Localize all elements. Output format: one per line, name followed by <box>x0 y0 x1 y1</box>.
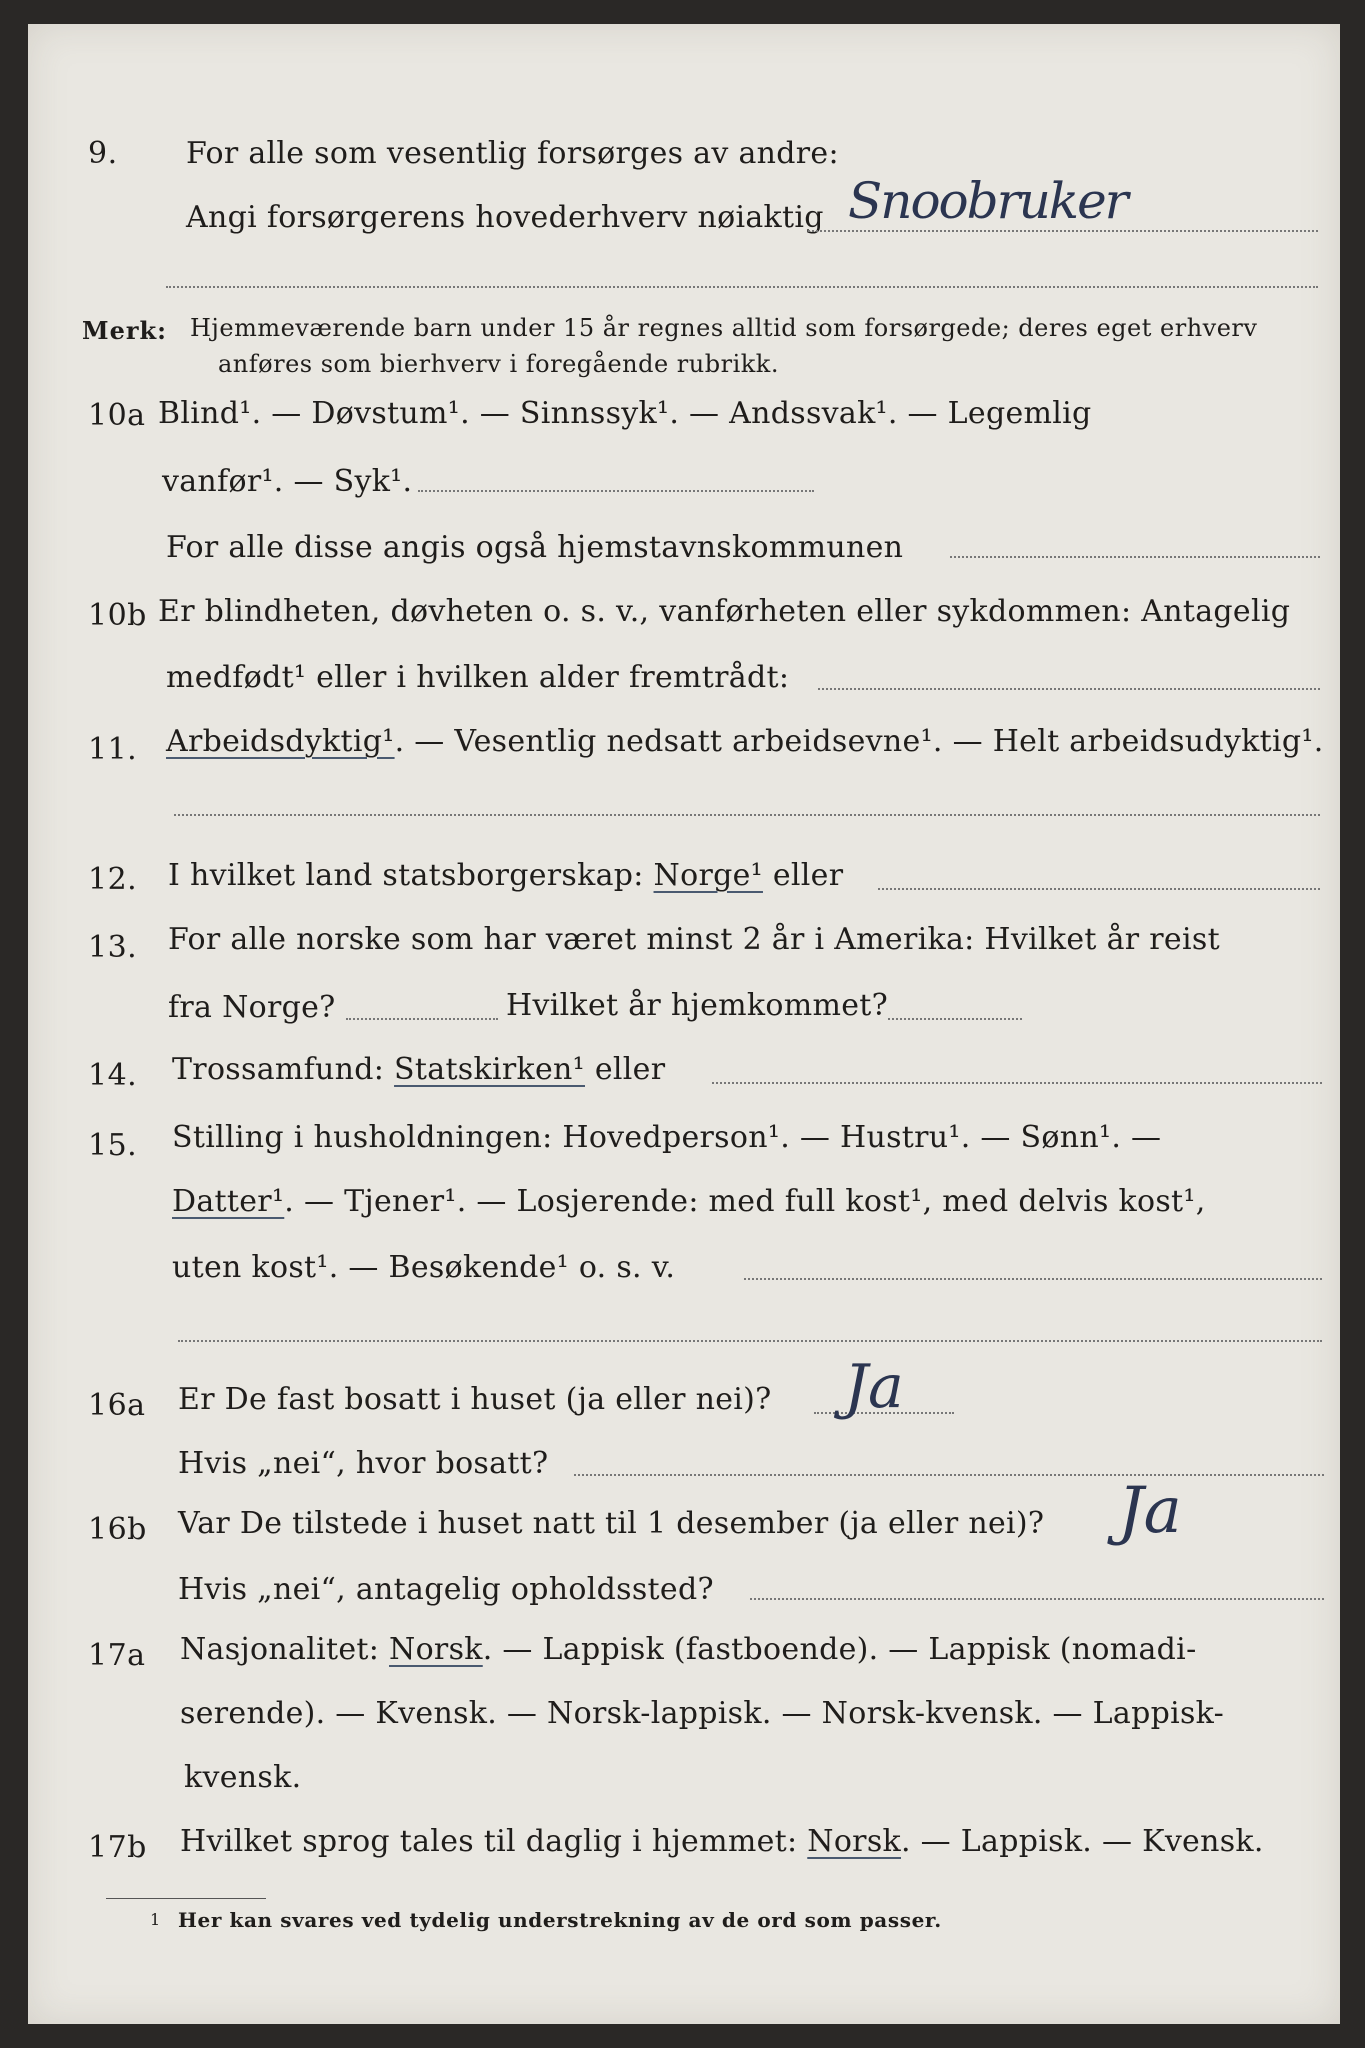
q10a-number: 10a <box>88 398 146 433</box>
q16b-line2: Hvis „nei“, antagelig opholdssted? <box>178 1572 714 1607</box>
q9-extra-line <box>166 286 1318 288</box>
q10a-syk-line <box>418 490 814 492</box>
q17a-line1-rest: . — Lappisk (fastboende). — Lappisk (nomadi- <box>482 1632 1197 1667</box>
q16a-line1: Er De fast bosatt i huset (ja eller nei)? <box>178 1382 772 1417</box>
merk-label: Merk: <box>82 316 167 345</box>
q17a-option-norsk[interactable]: Norsk <box>389 1632 483 1667</box>
q16b-handwritten-answer: Ja <box>1118 1474 1182 1548</box>
q15-extra-line <box>178 1340 1322 1342</box>
q17a-pre: Nasjonalitet: <box>180 1632 380 1667</box>
q17a-line1 <box>180 1632 1197 1667</box>
q13-number: 13. <box>88 930 138 965</box>
q17b-number: 17b <box>88 1830 147 1865</box>
q15-number: 15. <box>88 1128 138 1163</box>
q10a-line2: vanfør¹. — Syk¹. <box>162 464 413 499</box>
q11-extra-line <box>174 814 1320 816</box>
q16a-line2: Hvis „nei“, hvor bosatt? <box>178 1446 549 1481</box>
q9-line1: For alle som vesentlig forsørges av andre: <box>186 136 839 171</box>
q13-line2a: fra Norge? <box>168 990 336 1025</box>
census-form-sheet <box>28 24 1340 2024</box>
q12-option-norge[interactable]: Norge¹ <box>653 858 763 893</box>
q12-post: eller <box>772 858 844 893</box>
footnote-text: Her kan svares ved tydelig understrekning av de ord som passer. <box>178 1908 942 1932</box>
q14-text <box>172 1052 665 1087</box>
merk-line1: Hjemmeværende barn under 15 år regnes alltid som forsørgede; deres eget erhverv <box>190 314 1258 342</box>
q15-line2 <box>172 1184 1206 1219</box>
q17a-number: 17a <box>88 1638 146 1673</box>
q11-number: 11. <box>88 732 138 767</box>
q12-text <box>168 858 843 893</box>
footnote-rule <box>106 1898 266 1899</box>
q16a-handwritten-answer: Ja <box>844 1352 904 1422</box>
q14-option-statskirken[interactable]: Statskirken¹ <box>394 1052 585 1087</box>
q9-line2: Angi forsørgerens hovederhverv nøiaktig <box>186 200 824 235</box>
q9-answer-line <box>808 230 1318 232</box>
q14-answer-line <box>712 1082 1322 1084</box>
q15-option-datter[interactable]: Datter¹ <box>172 1184 285 1219</box>
q11-text <box>166 724 1324 759</box>
q12-pre: I hvilket land statsborgerskap: <box>168 858 644 893</box>
q17b-pre: Hvilket sprog tales til daglig i hjemmet: <box>180 1824 798 1859</box>
q10b-answer-line <box>818 688 1320 690</box>
q10a-line1: Blind¹. — Døvstum¹. — Sinnssyk¹. — Andssvak¹. — Legemlig <box>158 396 1092 431</box>
q9-handwritten-answer: Snoobruker <box>848 172 1127 230</box>
q12-answer-line <box>878 888 1320 890</box>
q17b-text <box>180 1824 1264 1859</box>
q16a-bosatt-line <box>574 1474 1324 1476</box>
q14-number: 14. <box>88 1058 138 1093</box>
footnote-mark: 1 <box>150 1910 161 1929</box>
q10b-line2: medfødt¹ eller i hvilken alder fremtrådt: <box>166 660 790 695</box>
q12-number: 12. <box>88 862 138 897</box>
q16b-number: 16b <box>88 1512 147 1547</box>
q17a-line3: kvensk. <box>184 1760 302 1795</box>
q17b-option-norsk[interactable]: Norsk <box>807 1824 901 1859</box>
q15-answer-line <box>744 1278 1322 1280</box>
q13-reist-line <box>346 1018 498 1020</box>
q9-number: 9. <box>88 136 118 171</box>
q15-line2-rest: . — Tjener¹. — Losjerende: med full kost¹, med delvis kost¹, <box>284 1184 1206 1219</box>
q16b-opholdssted-line <box>750 1598 1324 1600</box>
q14-post: eller <box>594 1052 666 1087</box>
q15-line3: uten kost¹. — Besøkende¹ o. s. v. <box>172 1250 676 1285</box>
q17a-line2: serende). — Kvensk. — Norsk-lappisk. — Norsk-kvensk. — Lappisk- <box>180 1696 1225 1731</box>
q10a-kommune-line <box>950 556 1320 558</box>
q13-line1: For alle norske som har været minst 2 år i Amerika: Hvilket år reist <box>168 922 1220 957</box>
q10b-number: 10b <box>88 598 147 633</box>
q11-rest: . — Vesentlig nedsatt arbeidsevne¹. — Helt arbeidsudyktig¹. <box>394 724 1324 759</box>
q17b-post: . — Lappisk. — Kvensk. <box>901 1824 1264 1859</box>
q13-line2b: Hvilket år hjemkommet? <box>506 988 889 1023</box>
q15-line1: Stilling i husholdningen: Hovedperson¹. — Hustru¹. — Sønn¹. — <box>172 1120 1162 1155</box>
q13-hjemkommet-line <box>888 1018 1022 1020</box>
merk-line2: anføres som bierhverv i foregående rubrikk. <box>218 350 779 378</box>
q14-pre: Trossamfund: <box>172 1052 385 1087</box>
q16b-line1: Var De tilstede i huset natt til 1 desember (ja eller nei)? <box>178 1506 1045 1541</box>
q11-option-arbeidsdyktig[interactable]: Arbeidsdyktig¹ <box>166 724 395 759</box>
q10a-line3: For alle disse angis også hjemstavnskommunen <box>166 530 904 565</box>
q16a-number: 16a <box>88 1388 146 1423</box>
q10b-line1: Er blindheten, døvheten o. s. v., vanførheten eller sykdommen: Antagelig <box>158 594 1291 629</box>
